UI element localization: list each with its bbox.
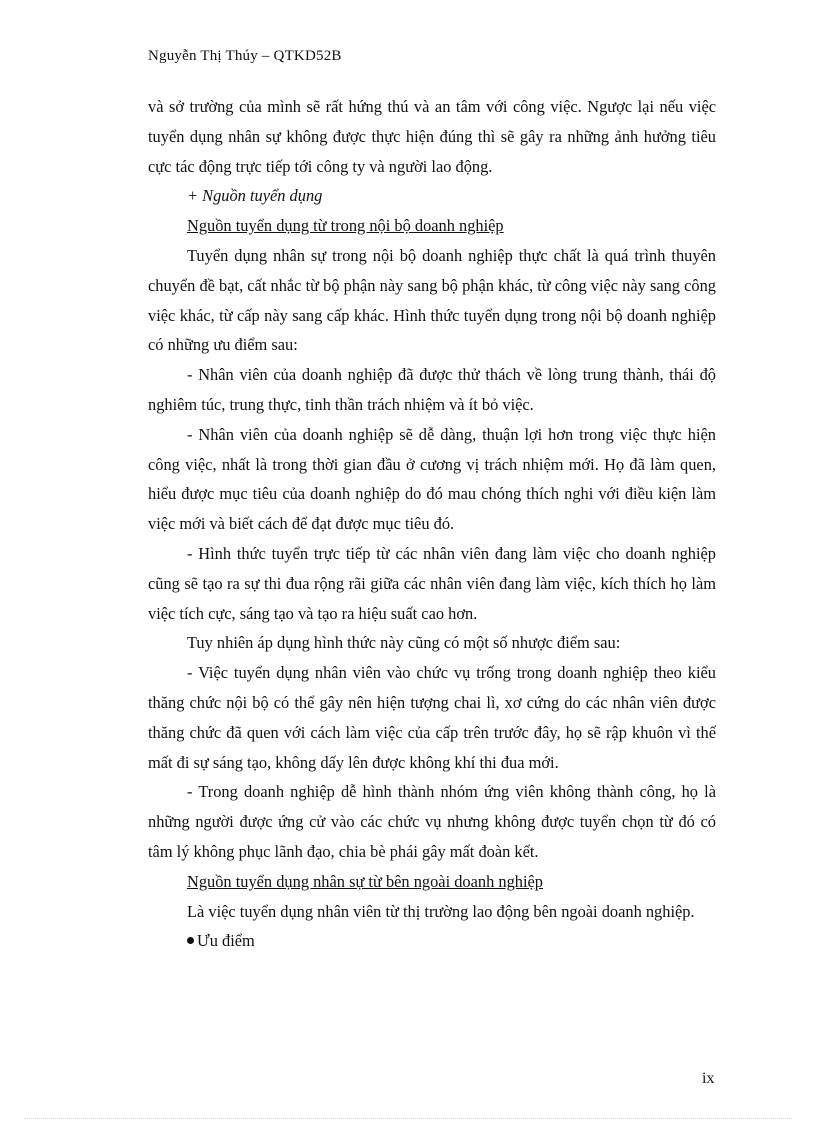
bullet-icon <box>187 937 194 944</box>
section-label-recruitment-sources: + Nguồn tuyển dụng <box>187 186 323 206</box>
page-body <box>148 92 716 956</box>
paragraph: Là việc tuyển dụng nhân viên từ thị trường lao động bên ngoài doanh nghiệp. <box>187 901 695 921</box>
subheading-text: Nguồn tuyển dụng từ trong nội bộ doanh nghiệp <box>187 216 504 236</box>
list-item: - Nhân viên của doanh nghiệp đã được thử thách về lòng trung thành, thái độ nghiêm túc, trung thực, tinh thần trách nhiệm và ít bỏ việc. <box>148 365 716 414</box>
subheading-text: Nguồn tuyển dụng nhân sự từ bên ngoài doanh nghiệp <box>187 871 543 891</box>
page-edge-divider <box>24 1118 792 1119</box>
subheading-internal-sources <box>148 211 716 241</box>
list-item: - Trong doanh nghiệp dễ hình thành nhóm ứng viên không thành công, họ là những người được ứng cử vào các chức vụ nhưng không được tuyển chọn từ đó có tâm lý không phục lãnh đạo, chia bè phái gây mất đoàn kết. <box>148 782 716 861</box>
bullet-text: Ưu điểm <box>197 931 255 951</box>
paragraph: Tuy nhiên áp dụng hình thức này cũng có một số nhược điểm sau: <box>187 633 621 653</box>
paragraph: và sở trường của mình sẽ rất hứng thú và an tâm với công việc. Ngược lại nếu việc tuyển dụng nhân sự không được thực hiện đúng thì sẽ gây ra những ảnh hưởng tiêu cực tác động trực tiếp tới công ty và người lao động. <box>148 97 716 176</box>
list-item: - Nhân viên của doanh nghiệp sẽ dễ dàng, thuận lợi hơn trong việc thực hiện công việc, nhất là trong thời gian đầu ở cương vị trách nhiệm mới. Họ đã làm quen, hiểu được mục tiêu của doanh nghiệp do đó mau chóng thích nghi với điều kiện làm việc mới và biết cách để đạt được mục tiêu đó. <box>148 424 716 534</box>
bullet-item-advantages <box>148 926 716 956</box>
paragraph: Tuyển dụng nhân sự trong nội bộ doanh nghiệp thực chất là quá trình thuyên chuyển đề bạt, cất nhắc từ bộ phận này sang bộ phận khác, từ công việc này sang công việc khác, từ cấp này sang cấp khác. Hình thức tuyển dụng trong nội bộ doanh nghiệp có những ưu điểm sau: <box>148 245 716 355</box>
list-item: - Hình thức tuyển trực tiếp từ các nhân viên đang làm việc cho doanh nghiệp cũng sẽ tạo ra sự thi đua rộng rãi giữa các nhân viên đang làm việc, kích thích họ làm việc tích cực, sáng tạo và tạo ra hiệu suất cao hơn. <box>148 543 716 623</box>
subheading-external-sources <box>148 867 716 897</box>
list-item: - Việc tuyển dụng nhân viên vào chức vụ trống trong doanh nghiệp theo kiểu thăng chức nội bộ có thể gây nên hiện tượng chai lì, xơ cứng do các nhân viên được thăng chức đã quen với cách làm việc của cấp trên trước đây, họ sẽ rập khuôn vì thế mất đi sự sáng tạo, không dấy lên được không khí thi đua mới. <box>148 663 716 772</box>
running-header: Nguyễn Thị Thúy – QTKD52B <box>148 48 342 64</box>
page-number: ix <box>702 1070 715 1087</box>
